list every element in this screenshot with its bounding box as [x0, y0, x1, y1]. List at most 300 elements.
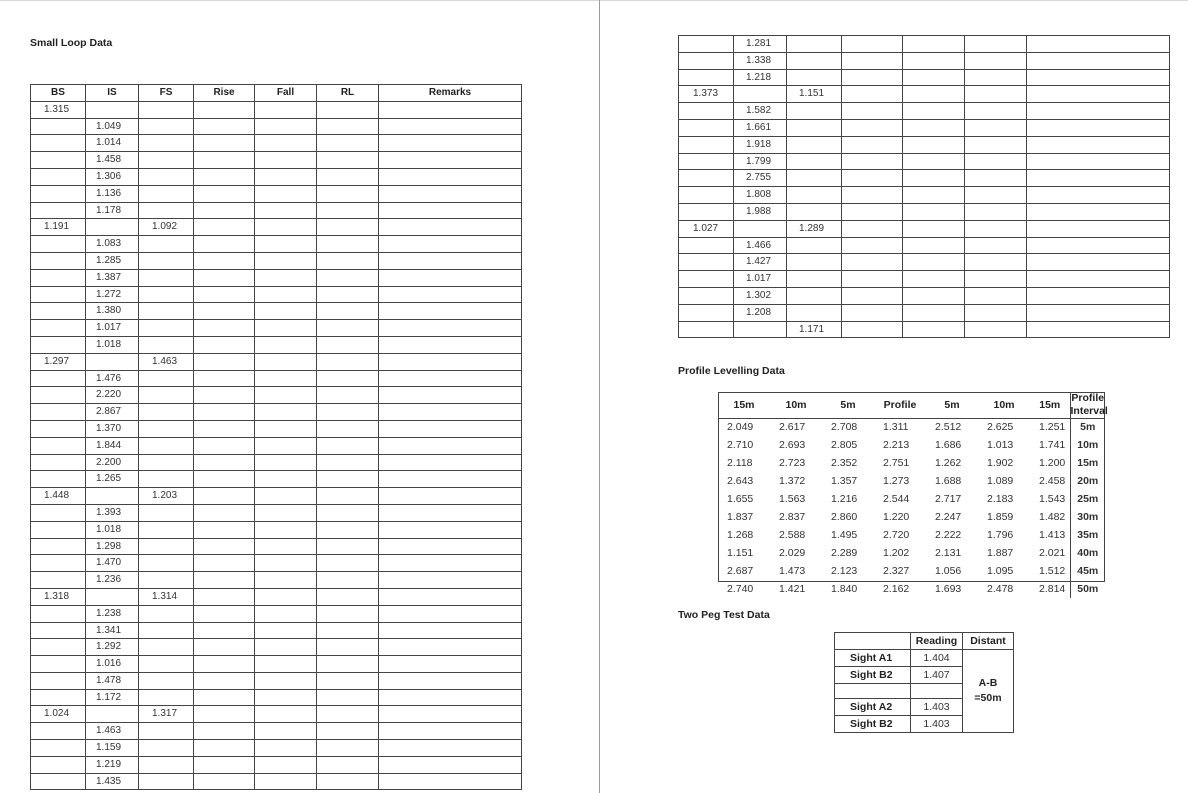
fs-cell [139, 320, 194, 337]
is-cell: 1.338 [734, 52, 787, 69]
bs-cell [679, 254, 734, 271]
rl-cell [965, 153, 1027, 170]
bs-cell [679, 103, 734, 120]
bs-cell [679, 119, 734, 136]
profile-reading-cell: 1.251 [1039, 421, 1066, 433]
rl-cell [317, 320, 379, 337]
is-cell: 2.220 [86, 387, 139, 404]
rl-cell [317, 555, 379, 572]
profile-interval-cell: 15m [1070, 454, 1105, 472]
rise-cell [194, 572, 255, 589]
remarks-cell [1027, 119, 1170, 136]
bs-cell: 1.191 [31, 219, 86, 236]
bs-cell [31, 135, 86, 152]
fall-cell [255, 672, 317, 689]
fs-cell [139, 118, 194, 135]
fall-cell [255, 219, 317, 236]
fall-cell [255, 639, 317, 656]
fs-cell [139, 135, 194, 152]
fs-cell: 1.203 [139, 488, 194, 505]
header-bs: BS [31, 85, 86, 102]
profile-reading-cell: 1.216 [831, 493, 858, 505]
profile-reading-cell: 1.840 [831, 583, 858, 595]
bs-cell [31, 622, 86, 639]
remarks-cell [379, 387, 522, 404]
bs-cell [31, 404, 86, 421]
remarks-cell [1027, 86, 1170, 103]
profile-header-right-5m: 5m [944, 399, 960, 411]
table-row [679, 119, 1170, 136]
table-row [31, 420, 522, 437]
profile-reading-cell: 2.717 [935, 493, 962, 505]
profile-reading-cell: 2.710 [727, 439, 754, 451]
is-cell: 1.017 [734, 271, 787, 288]
fs-cell: 1.289 [787, 220, 842, 237]
fall-cell [255, 471, 317, 488]
table-row [31, 588, 522, 605]
table-row [679, 220, 1170, 237]
rise-cell [194, 488, 255, 505]
fall-cell [255, 370, 317, 387]
profile-reading-cell: 2.860 [831, 511, 858, 523]
rise-cell [194, 320, 255, 337]
two-peg-gap-cell [911, 684, 963, 699]
rl-cell [965, 52, 1027, 69]
fs-cell [139, 404, 194, 421]
is-cell: 1.178 [86, 202, 139, 219]
profile-header-interval-line2: Interval [1070, 405, 1108, 417]
remarks-cell [379, 740, 522, 757]
table-row [679, 187, 1170, 204]
profile-row [718, 508, 1105, 526]
fall-cell [255, 521, 317, 538]
table-row [31, 219, 522, 236]
rl-cell [317, 118, 379, 135]
profile-reading-cell: 2.352 [831, 457, 858, 469]
remarks-cell [379, 656, 522, 673]
fall-cell [255, 185, 317, 202]
fall-cell [255, 320, 317, 337]
profile-reading-cell: 1.655 [727, 493, 754, 505]
profile-reading-cell: 2.123 [831, 565, 858, 577]
rl-cell [317, 437, 379, 454]
rise-cell [842, 103, 903, 120]
two-peg-header-blank [835, 633, 911, 650]
profile-row [718, 580, 1105, 598]
rise-cell [194, 168, 255, 185]
table-row [31, 672, 522, 689]
table-row [31, 168, 522, 185]
bs-cell [31, 387, 86, 404]
profile-row [718, 418, 1105, 436]
profile-reading-cell: 2.478 [987, 583, 1014, 595]
fall-cell [255, 538, 317, 555]
table-row [31, 639, 522, 656]
table-row [31, 185, 522, 202]
rl-cell [317, 404, 379, 421]
profile-interval-cell: 10m [1070, 436, 1105, 454]
rise-cell [194, 689, 255, 706]
remarks-cell [379, 471, 522, 488]
fs-cell [139, 185, 194, 202]
header-remarks: Remarks [379, 85, 522, 102]
fall-cell [903, 287, 965, 304]
profile-header-row [718, 392, 1105, 418]
remarks-cell [379, 454, 522, 471]
remarks-cell [1027, 321, 1170, 338]
rise-cell [194, 538, 255, 555]
fs-cell [139, 202, 194, 219]
table-row [679, 52, 1170, 69]
rl-cell [317, 488, 379, 505]
bs-cell [31, 286, 86, 303]
is-cell: 1.302 [734, 287, 787, 304]
remarks-cell [379, 353, 522, 370]
rise-cell [194, 521, 255, 538]
fall-cell [903, 304, 965, 321]
table-row [679, 271, 1170, 288]
remarks-cell [1027, 136, 1170, 153]
bs-cell [31, 185, 86, 202]
is-cell: 1.281 [734, 36, 787, 53]
rl-cell [965, 254, 1027, 271]
rise-cell [842, 220, 903, 237]
fs-cell [787, 304, 842, 321]
is-cell: 2.755 [734, 170, 787, 187]
profile-reading-cell: 1.089 [987, 475, 1014, 487]
fall-cell [903, 220, 965, 237]
two-peg-gap-cell [835, 684, 911, 699]
rise-cell [194, 252, 255, 269]
bs-cell [679, 237, 734, 254]
fs-cell [787, 103, 842, 120]
bs-cell [31, 437, 86, 454]
table-row [31, 504, 522, 521]
fs-cell [139, 656, 194, 673]
is-cell [86, 101, 139, 118]
bs-cell: 1.448 [31, 488, 86, 505]
remarks-cell [379, 723, 522, 740]
rise-cell [194, 639, 255, 656]
remarks-cell [1027, 52, 1170, 69]
is-cell: 1.458 [86, 152, 139, 169]
rise-cell [194, 504, 255, 521]
is-cell: 1.136 [86, 185, 139, 202]
is-cell: 1.341 [86, 622, 139, 639]
table-row [679, 86, 1170, 103]
table-row [679, 103, 1170, 120]
fs-cell [139, 672, 194, 689]
bs-cell [31, 303, 86, 320]
profile-reading-cell: 1.495 [831, 529, 858, 541]
profile-reading-cell: 2.588 [779, 529, 806, 541]
bs-cell [31, 336, 86, 353]
bs-cell [31, 773, 86, 790]
profile-reading-cell: 2.183 [987, 493, 1014, 505]
two-peg-header-distant: Distant [963, 633, 1014, 650]
rise-cell [194, 101, 255, 118]
table-row [679, 170, 1170, 187]
fall-cell [903, 321, 965, 338]
remarks-cell [1027, 203, 1170, 220]
is-cell: 1.380 [86, 303, 139, 320]
bs-cell [679, 321, 734, 338]
fs-cell [139, 521, 194, 538]
remarks-cell [1027, 254, 1170, 271]
is-cell: 1.083 [86, 236, 139, 253]
fs-cell [139, 639, 194, 656]
table-row [31, 370, 522, 387]
fs-cell [139, 101, 194, 118]
table-row [31, 521, 522, 538]
remarks-cell [379, 135, 522, 152]
remarks-cell [379, 404, 522, 421]
fall-cell [255, 353, 317, 370]
is-cell: 1.285 [86, 252, 139, 269]
is-cell: 1.988 [734, 203, 787, 220]
rl-cell [317, 656, 379, 673]
header-fall: Fall [255, 85, 317, 102]
profile-reading-cell: 2.289 [831, 547, 858, 559]
remarks-cell [379, 572, 522, 589]
rise-cell [842, 187, 903, 204]
remarks-cell [379, 320, 522, 337]
profile-reading-cell: 2.544 [883, 493, 910, 505]
profile-reading-cell: 2.617 [779, 421, 806, 433]
rise-cell [194, 336, 255, 353]
two-peg-title: Two Peg Test Data [678, 609, 770, 621]
table-row [679, 36, 1170, 53]
remarks-cell [379, 672, 522, 689]
sight-a1-label: Sight A1 [835, 650, 911, 667]
distance-line2: =50m [974, 692, 1002, 704]
bs-cell: 1.027 [679, 220, 734, 237]
is-cell: 2.867 [86, 404, 139, 421]
fs-cell [787, 203, 842, 220]
fall-cell [903, 203, 965, 220]
profile-reading-cell: 2.740 [727, 583, 754, 595]
sight-b2-first-value: 1.407 [911, 667, 963, 684]
fs-cell: 1.171 [787, 321, 842, 338]
fall-cell [255, 269, 317, 286]
rl-cell [317, 639, 379, 656]
rise-cell [194, 454, 255, 471]
fall-cell [903, 237, 965, 254]
profile-reading-cell: 1.151 [727, 547, 754, 559]
bs-cell [31, 420, 86, 437]
is-cell: 1.387 [86, 269, 139, 286]
fall-cell [903, 136, 965, 153]
is-cell: 1.476 [86, 370, 139, 387]
is-cell: 1.272 [86, 286, 139, 303]
profile-reading-cell: 1.837 [727, 511, 754, 523]
bs-cell [679, 304, 734, 321]
is-cell: 1.393 [86, 504, 139, 521]
remarks-cell [379, 269, 522, 286]
profile-reading-cell: 1.512 [1039, 565, 1066, 577]
profile-reading-cell: 2.723 [779, 457, 806, 469]
bs-cell [679, 153, 734, 170]
profile-reading-cell: 2.327 [883, 565, 910, 577]
profile-reading-cell: 2.687 [727, 565, 754, 577]
profile-row [718, 436, 1105, 454]
rise-cell [194, 219, 255, 236]
is-cell [86, 706, 139, 723]
profile-reading-cell: 1.473 [779, 565, 806, 577]
continuation-table [678, 35, 1170, 338]
profile-reading-cell: 2.162 [883, 583, 910, 595]
bs-cell [31, 689, 86, 706]
table-row [31, 202, 522, 219]
table-row [31, 236, 522, 253]
is-cell: 1.808 [734, 187, 787, 204]
rise-cell [194, 773, 255, 790]
rl-cell [317, 152, 379, 169]
remarks-cell [379, 639, 522, 656]
table-row [31, 454, 522, 471]
table-row [679, 237, 1170, 254]
profile-interval-cell: 45m [1070, 562, 1105, 580]
fall-cell [903, 187, 965, 204]
rise-cell [194, 236, 255, 253]
fs-cell [139, 286, 194, 303]
table-row [31, 152, 522, 169]
profile-reading-cell: 1.859 [987, 511, 1014, 523]
bs-cell [31, 756, 86, 773]
table-row [31, 706, 522, 723]
profile-row [718, 454, 1105, 472]
bs-cell [679, 287, 734, 304]
bs-cell [31, 572, 86, 589]
rise-cell [842, 237, 903, 254]
rise-cell [194, 303, 255, 320]
rl-cell [317, 387, 379, 404]
remarks-cell [1027, 36, 1170, 53]
rl-cell [317, 454, 379, 471]
profile-reading-cell: 2.131 [935, 547, 962, 559]
fs-cell: 1.092 [139, 219, 194, 236]
fs-cell [139, 252, 194, 269]
bs-cell [31, 202, 86, 219]
rise-cell [194, 118, 255, 135]
remarks-cell [379, 622, 522, 639]
rl-cell [317, 689, 379, 706]
fs-cell [139, 689, 194, 706]
table-row [679, 69, 1170, 86]
fall-cell [255, 572, 317, 589]
rise-cell [194, 555, 255, 572]
fs-cell [139, 538, 194, 555]
fall-cell [255, 202, 317, 219]
rise-cell [194, 605, 255, 622]
profile-reading-cell: 1.741 [1039, 439, 1066, 451]
fs-cell: 1.317 [139, 706, 194, 723]
is-cell: 1.799 [734, 153, 787, 170]
is-cell: 1.582 [734, 103, 787, 120]
remarks-cell [379, 706, 522, 723]
fall-cell [255, 773, 317, 790]
fall-cell [255, 404, 317, 421]
fall-cell [903, 86, 965, 103]
small-loop-table [30, 84, 522, 790]
remarks-cell [1027, 237, 1170, 254]
bs-cell [31, 555, 86, 572]
profile-reading-cell: 1.887 [987, 547, 1014, 559]
fs-cell: 1.151 [787, 86, 842, 103]
is-cell: 1.238 [86, 605, 139, 622]
fall-cell [903, 153, 965, 170]
profile-header-profile: Profile [883, 399, 917, 411]
bs-cell [31, 454, 86, 471]
bs-cell [31, 370, 86, 387]
fs-cell [139, 387, 194, 404]
rl-cell [965, 187, 1027, 204]
rise-cell [194, 656, 255, 673]
is-cell: 1.470 [86, 555, 139, 572]
profile-header-left-5m: 5m [840, 399, 856, 411]
rl-cell [317, 286, 379, 303]
page-top-edge [0, 0, 1188, 1]
rise-cell [842, 136, 903, 153]
profile-reading-cell: 1.413 [1039, 529, 1066, 541]
profile-reading-cell: 1.372 [779, 475, 806, 487]
rl-cell [317, 101, 379, 118]
fall-cell [255, 756, 317, 773]
profile-header-interval [1070, 392, 1108, 418]
bs-cell [31, 471, 86, 488]
fall-cell [255, 303, 317, 320]
table-row [31, 286, 522, 303]
fs-cell [139, 236, 194, 253]
rl-cell [317, 504, 379, 521]
fall-cell [255, 135, 317, 152]
fall-cell [255, 588, 317, 605]
remarks-cell [1027, 287, 1170, 304]
fs-cell [139, 723, 194, 740]
profile-reading-cell: 2.247 [935, 511, 962, 523]
remarks-cell [379, 303, 522, 320]
rl-cell [965, 69, 1027, 86]
fs-cell [787, 187, 842, 204]
bs-cell [31, 168, 86, 185]
rise-cell [194, 269, 255, 286]
profile-reading-cell: 2.837 [779, 511, 806, 523]
profile-reading-cell: 1.202 [883, 547, 910, 559]
profile-reading-cell: 2.029 [779, 547, 806, 559]
profile-interval-cell: 25m [1070, 490, 1105, 508]
fall-cell [903, 119, 965, 136]
is-cell: 1.218 [734, 69, 787, 86]
is-cell: 1.016 [86, 656, 139, 673]
remarks-cell [379, 521, 522, 538]
bs-cell [679, 52, 734, 69]
is-cell: 1.018 [86, 336, 139, 353]
profile-reading-cell: 1.220 [883, 511, 910, 523]
table-row [31, 101, 522, 118]
rise-cell [194, 672, 255, 689]
remarks-cell [379, 101, 522, 118]
rise-cell [842, 86, 903, 103]
remarks-cell [379, 588, 522, 605]
rl-cell [317, 723, 379, 740]
fs-cell [787, 119, 842, 136]
table-row [31, 336, 522, 353]
rise-cell [842, 119, 903, 136]
is-cell: 1.370 [86, 420, 139, 437]
profile-header-interval-line1: Profile [1071, 392, 1105, 404]
profile-interval-cell: 5m [1070, 418, 1105, 436]
profile-reading-cell: 1.693 [935, 583, 962, 595]
